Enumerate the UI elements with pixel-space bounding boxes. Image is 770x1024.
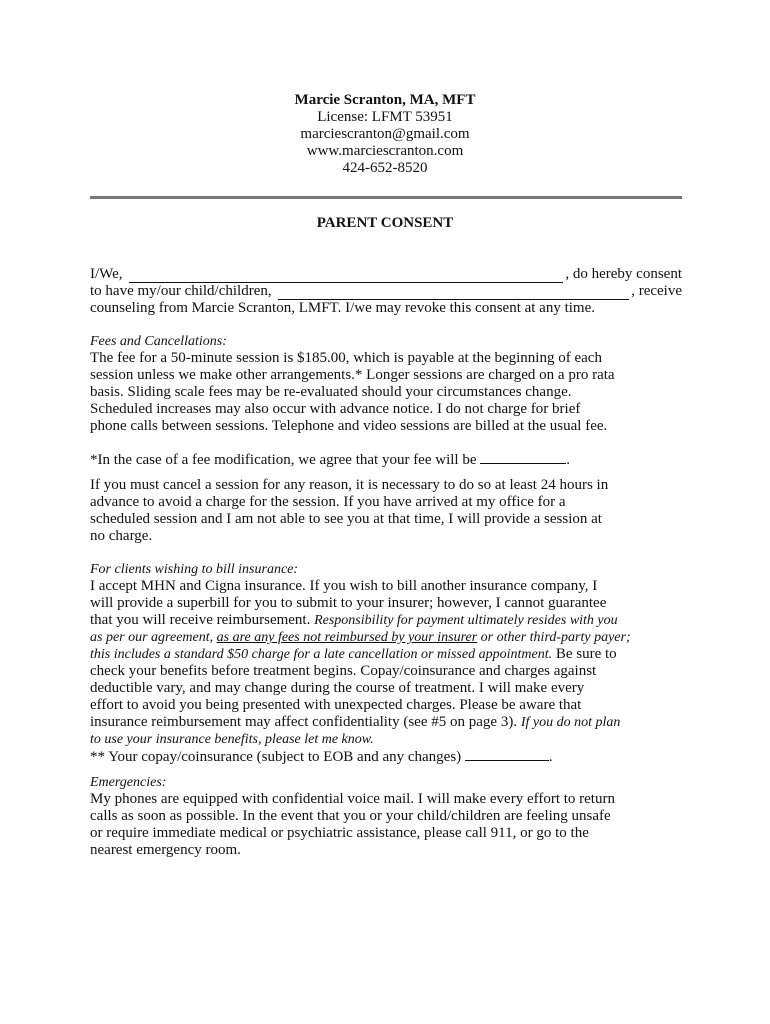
fees-line: The fee for a 50-minute session is $185.00, which is payable at the beginning of each [90,350,602,366]
consent-line-1 [90,266,682,283]
insurance-line [90,714,682,731]
document-body [90,266,682,859]
late-cancellation-text: this includes a standard $50 charge for a late cancellation or missed appointment. [90,647,553,662]
insurance-heading: For clients wishing to bill insurance: [90,562,299,577]
insurance-line [90,629,682,646]
copay-text: ** Your copay/coinsurance (subject to EOB and any changes) [90,749,462,765]
consent-hereby-text: , do hereby consent [565,266,682,282]
insurance-text: Be sure to [552,646,617,662]
consent-line-2 [90,283,682,300]
cancellation-line: If you must cancel a session for any reason, it is necessary to do so at least 24 hours in [90,477,609,493]
insurance-line: check your benefits before treatment begins. Copay/coinsurance and charges against [90,663,597,679]
email-address: marciescranton@gmail.com [300,126,470,142]
emergencies-line: calls as soon as possible. In the event that you or your child/children are feeling unsafe [90,808,611,824]
document-title: PARENT CONSENT [316,215,454,231]
emergencies-line: nearest emergency room. [90,842,241,858]
cancellation-line: scheduled session and I am not able to see you at that time, I will provide a session at [90,511,602,527]
emergencies-line: or require immediate medical or psychiatric assistance, please call 911, or go to the [90,825,589,841]
insurance-line [90,612,682,629]
fees-heading: Fees and Cancellations: [90,334,227,349]
copay-line [90,748,682,766]
letterhead [0,92,770,177]
fee-modification-period: . [566,452,570,468]
insurance-text: as per our agreement, [90,630,217,645]
insurance-text: that you will receive reimbursement. [90,612,315,628]
insurance-line: to use your insurance benefits, please let me know. [90,732,374,747]
phone-number: 424-652-8520 [342,160,428,176]
fees-line: phone calls between sessions. Telephone and video sessions are billed at the usual fee. [90,418,608,434]
fees-line: session unless we make other arrangements.* Longer sessions are charged on a pro rata [90,367,615,383]
unreimbursed-fees-text: as are any fees not reimbursed by your insurer [216,630,478,645]
opt-out-text: If you do not plan [520,715,621,730]
emergencies-heading: Emergencies: [90,775,167,790]
emergencies-line: My phones are equipped with confidential voice mail. I will make every effort to return [90,791,615,807]
insurance-line: I accept MHN and Cigna insurance. If you wish to bill another insurance company, I [90,578,598,594]
fee-modification-text: *In the case of a fee modification, we agree that your fee will be [90,452,477,468]
consent-iwe-label: I/We, [90,266,123,282]
insurance-line: will provide a superbill for you to submit to your insurer; however, I cannot guarantee [90,595,607,611]
insurance-text: or other third-party payer; [477,630,631,645]
insurance-line [90,646,682,663]
fees-line: basis. Sliding scale fees may be re-evaluated should your circumstances change. [90,384,572,400]
parent-name-blank[interactable] [129,270,564,283]
insurance-line: effort to avoid you being presented with unexpected charges. Please be aware that [90,697,582,713]
consent-child-label: to have my/our child/children, [90,283,272,299]
child-name-blank[interactable] [278,287,630,300]
modified-fee-blank[interactable] [480,451,566,464]
header-divider [90,196,682,199]
cancellation-line: no charge. [90,528,153,544]
therapist-name: Marcie Scranton, MA, MFT [294,92,476,108]
copay-period: . [548,749,553,765]
copay-blank[interactable] [465,748,549,761]
fees-line: Scheduled increases may also occur with advance notice. I do not charge for brief [90,401,581,417]
website-address: www.marciescranton.com [306,143,464,159]
fee-modification-line [90,451,682,469]
insurance-text: insurance reimbursement may affect confidentiality (see #5 on page 3). [90,714,521,730]
insurance-line: deductible vary, and may change during the course of treatment. I will make every [90,680,585,696]
cancellation-line: advance to avoid a charge for the session. If you have arrived at my office for a [90,494,566,510]
license-number: License: LFMT 53951 [317,109,453,125]
consent-line-3: counseling from Marcie Scranton, LMFT. I/we may revoke this consent at any time. [90,300,596,316]
responsibility-text: Responsibility for payment ultimately resides with you [314,613,618,628]
consent-receive-text: , receive [631,283,682,299]
